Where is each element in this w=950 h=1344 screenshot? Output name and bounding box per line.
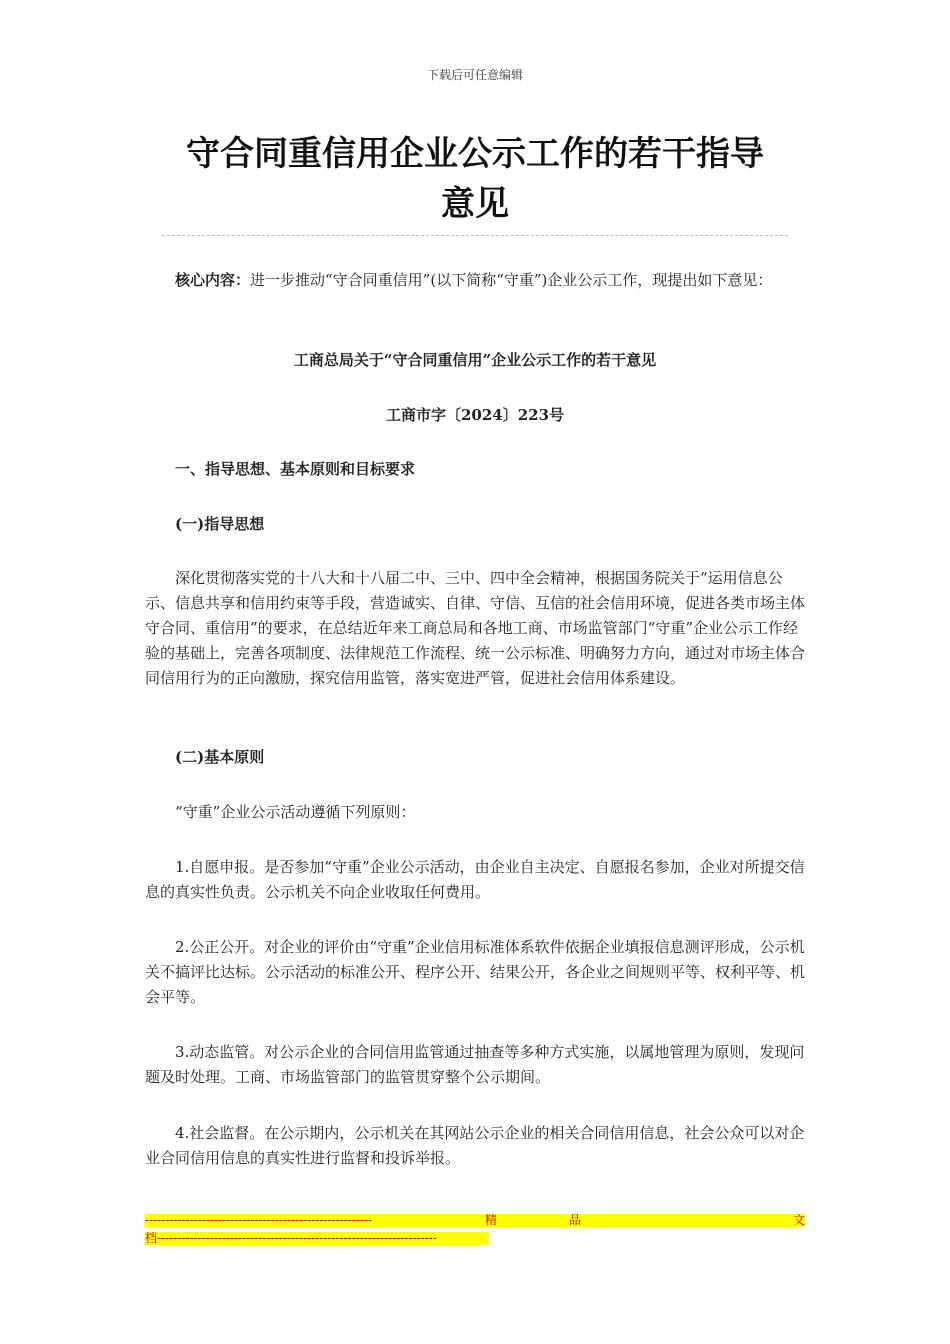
principle-3: 3.动态监管。对公示企业的合同信用监管通过抽查等多种方式实施，以属地管理为原则，发现问题及时处理。工商、市场监管部门的监管贯穿整个公示期间。 xyxy=(145,1043,805,1086)
doc-number: 工商市字〔2024〕223号 xyxy=(385,406,565,424)
document-title-line1: 守合同重信用企业公示工作的若干指导 xyxy=(186,134,764,174)
footer-char-1: 精 xyxy=(485,1214,498,1227)
footer-watermark-line2: 档--------------------------------------------------------------------- xyxy=(145,1232,489,1245)
sub2-intro: “守重”企业公示活动遵循下列原则： xyxy=(175,803,416,821)
header-note: 下载后可任意编辑 xyxy=(426,68,523,82)
footer-watermark-line1 xyxy=(145,1214,805,1227)
section1-heading: 一、指导思想、基本原则和目标要求 xyxy=(175,460,416,478)
footer-char-3: 文 xyxy=(793,1214,805,1227)
principle-1: 1.自愿申报。是否参加“守重”企业公示活动，由企业自主决定、自愿报名参加，企业对所提交信息的真实性负责。公示机关不向企业收取任何费用。 xyxy=(145,858,805,901)
sub1-heading: (一)指导思想 xyxy=(175,515,265,533)
title-divider xyxy=(162,235,788,236)
intro-text: 进一步推动“守合同重信用”(以下简称“守重”)企业公示工作，现提出如下意见： xyxy=(250,271,773,289)
sub1-paragraph: 深化贯彻落实党的十八大和十八届二中、三中、四中全会精神，根据国务院关于“运用信息公示、信息共享和信用约束等手段，营造诚实、自律、守信、互信的社会信用环境，促进各类市场主体守合同、重信用”的要求，在总结近年来工商总局和各地工商、市场监管部门“守重”企业公示工作经验的基础上，完善各项制度、法律规范工作流程、统一公示标准、明确努力方向，通过对市场主体合同信用行为的正向激励，探究信用监管，落实宽进严管，促进社会信用体系建设。 xyxy=(145,569,806,687)
principle-2: 2.公正公开。对企业的评价由“守重”企业信用标准体系软件依据企业填报信息测评形成，公示机关不搞评比达标。公示活动的标准公开、程序公开、结果公开，各企业之间规则平等、权利平等、机会平等。 xyxy=(145,938,806,1006)
intro-label: 核心内容： xyxy=(175,271,251,289)
sub2-heading: (二)基本原则 xyxy=(175,748,265,766)
doc-heading: 工商总局关于“守合同重信用”企业公示工作的若干意见 xyxy=(293,351,657,369)
footer-char-2: 品 xyxy=(569,1214,582,1227)
document-title-line2: 意见 xyxy=(441,184,509,224)
principle-4: 4.社会监督。在公示期内，公示机关在其网站公示企业的相关合同信用信息，社会公众可以对企业合同信用信息的真实性进行监督和投诉举报。 xyxy=(145,1124,805,1167)
intro-paragraph xyxy=(145,268,805,293)
footer-dashes: -------------------------------------------------------- xyxy=(145,1214,373,1227)
